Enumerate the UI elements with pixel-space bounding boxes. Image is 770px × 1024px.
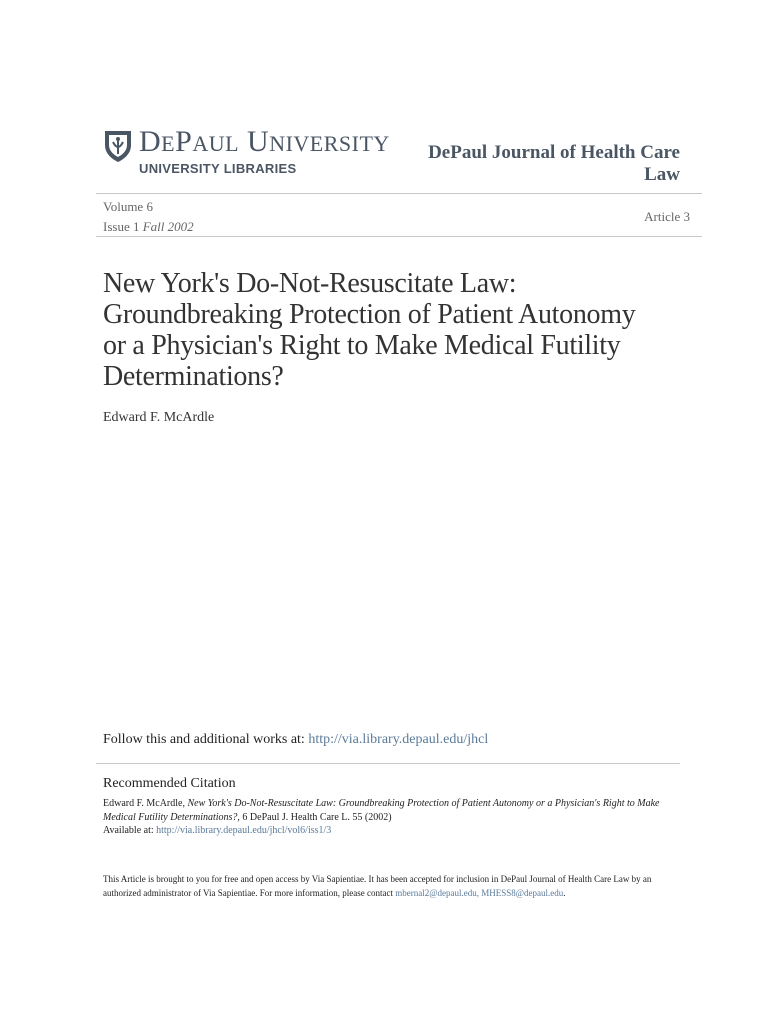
university-name: DEPAUL UNIVERSITY: [139, 125, 390, 158]
issue-label[interactable]: Issue 1 Fall 2002: [103, 219, 194, 234]
citation-divider: [96, 763, 680, 764]
recommended-citation-text: Edward F. McArdle, New York's Do-Not-Resuscitate Law: Groundbreaking Protection of Patient Autonomy or a Physician's Right to Make Medical Futility Determinations?, 6 DePaul J. Health Care L. 55 (2002) Available at: http://via.library.depaul.edu/jhcl/vol6/iss1/3: [103, 798, 660, 836]
follow-link[interactable]: http://via.library.depaul.edu/jhcl: [308, 732, 489, 747]
header-divider: [96, 193, 702, 194]
volume-label[interactable]: Volume 6: [103, 199, 153, 214]
article-number: Article 3: [644, 209, 690, 224]
journal-title[interactable]: DePaul Journal of Health Care Law: [428, 142, 680, 185]
follow-line: Follow this and additional works at: http://via.library.depaul.edu/jhcl: [103, 732, 489, 747]
citation-link[interactable]: http://via.library.depaul.edu/jhcl/vol6/iss1/3: [156, 825, 332, 836]
university-libraries: UNIVERSITY LIBRARIES: [139, 161, 297, 176]
access-notice: This Article is brought to you for free and open access by Via Sapientiae. It has been accepted for inclusion in DePaul Journal of Health Care Law by an authorized administrator of Via Sapientiae. For more information, please contact mbernal2@depaul.edu, MHESS8@depaul.edu.: [103, 874, 652, 898]
contact-emails-link[interactable]: mbernal2@depaul.edu, MHESS8@depaul.edu: [395, 888, 564, 898]
meta-divider: [96, 236, 702, 237]
article-author[interactable]: Edward F. McArdle: [103, 410, 215, 425]
recommended-citation-heading: Recommended Citation: [103, 776, 236, 791]
shield-icon: [103, 129, 133, 163]
depaul-university-logo: [103, 125, 390, 179]
article-title: New York's Do-Not-Resuscitate Law: Groundbreaking Protection of Patient Autonomy or a Physician's Right to Make Medical Futility Determinations?: [103, 268, 636, 392]
